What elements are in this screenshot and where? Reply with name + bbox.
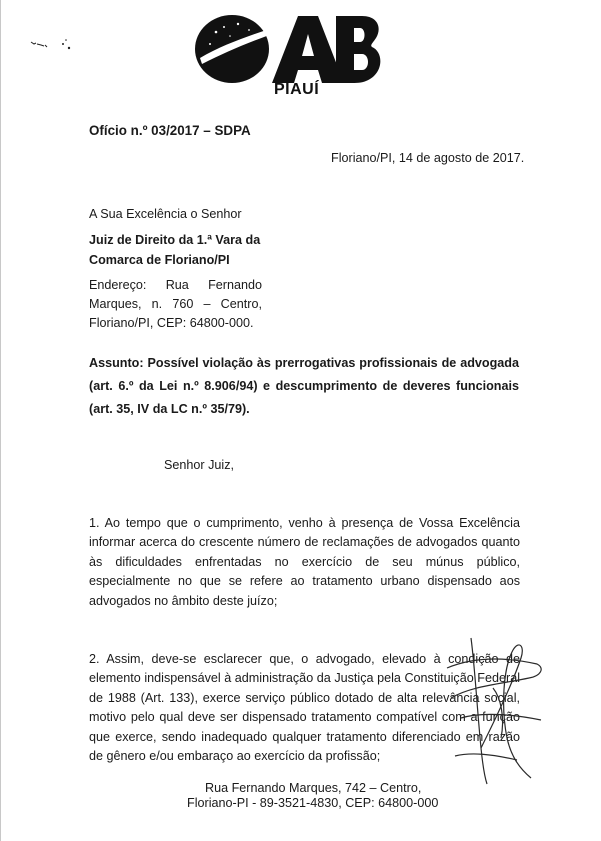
letter-date: Floriano/PI, 14 de agosto de 2017. (331, 151, 525, 165)
footer-address-line-2: Floriano-PI - 89-3521-4830, CEP: 64800-000 (187, 796, 439, 810)
address-word: 760 (172, 297, 194, 311)
address-word: Centro, (220, 297, 262, 311)
recipient-title-line-2: Comarca de Floriano/PI (89, 253, 230, 267)
handwritten-signature (441, 628, 551, 788)
letter-reference: Ofício n.º 03/2017 – SDPA (89, 123, 251, 138)
address-word: Marques, (89, 297, 142, 311)
scan-specks (23, 36, 83, 56)
address-word: – (203, 297, 211, 311)
logo-section-label: PIAUÍ (274, 81, 320, 98)
address-label: Endereço: (89, 278, 147, 292)
address-street-word: Rua (165, 278, 189, 292)
address-word: n. (151, 297, 163, 311)
recipient-address-line-1 (89, 278, 262, 292)
body-paragraph-2: 2. Assim, deve-se esclarecer que, o advogado, elevado à condição de elemento indispensável à administração da Justiça pela Constituição Federal de 1988 (Art. 133), exerce serviço público dotado de alta relevância social, motivo pelo qual deve ser dispensado tratamento compatível com a função que exerce, sendo inadequado qualquer tratamento diferenciado em razão de gênero e/ou embaraço ao exercício da profissão; (89, 652, 520, 764)
address-street-name: Fernando (208, 278, 262, 292)
letter-greeting: Senhor Juiz, (164, 458, 235, 472)
footer-address-line-1: Rua Fernando Marques, 742 – Centro, (205, 781, 422, 795)
recipient-address-line-3: Floriano/PI, CEP: 64800-000. (89, 316, 254, 330)
body-paragraph-1: 1. Ao tempo que o cumprimento, venho à presença de Vossa Excelência informar acerca do crescente número de reclamações de advogados quanto às dificuldades enfrentadas no exercício de seu múnus público, especialmente no que se refere ao tratamento urbano dispensado aos advogados no âmbito deste juízo; (89, 516, 520, 608)
recipient-salutation: A Sua Excelência o Senhor (89, 207, 242, 221)
recipient-address-line-2 (89, 297, 262, 311)
recipient-title-line-1: Juiz de Direito da 1.ª Vara da (89, 233, 261, 247)
letter-subject: Assunto: Possível violação às prerrogativas profissionais de advogada (art. 6.º da Lei n.º 8.906/94) e descumprimento de deveres funcionais (art. 35, IV da LC n.º 35/79). (89, 356, 519, 416)
